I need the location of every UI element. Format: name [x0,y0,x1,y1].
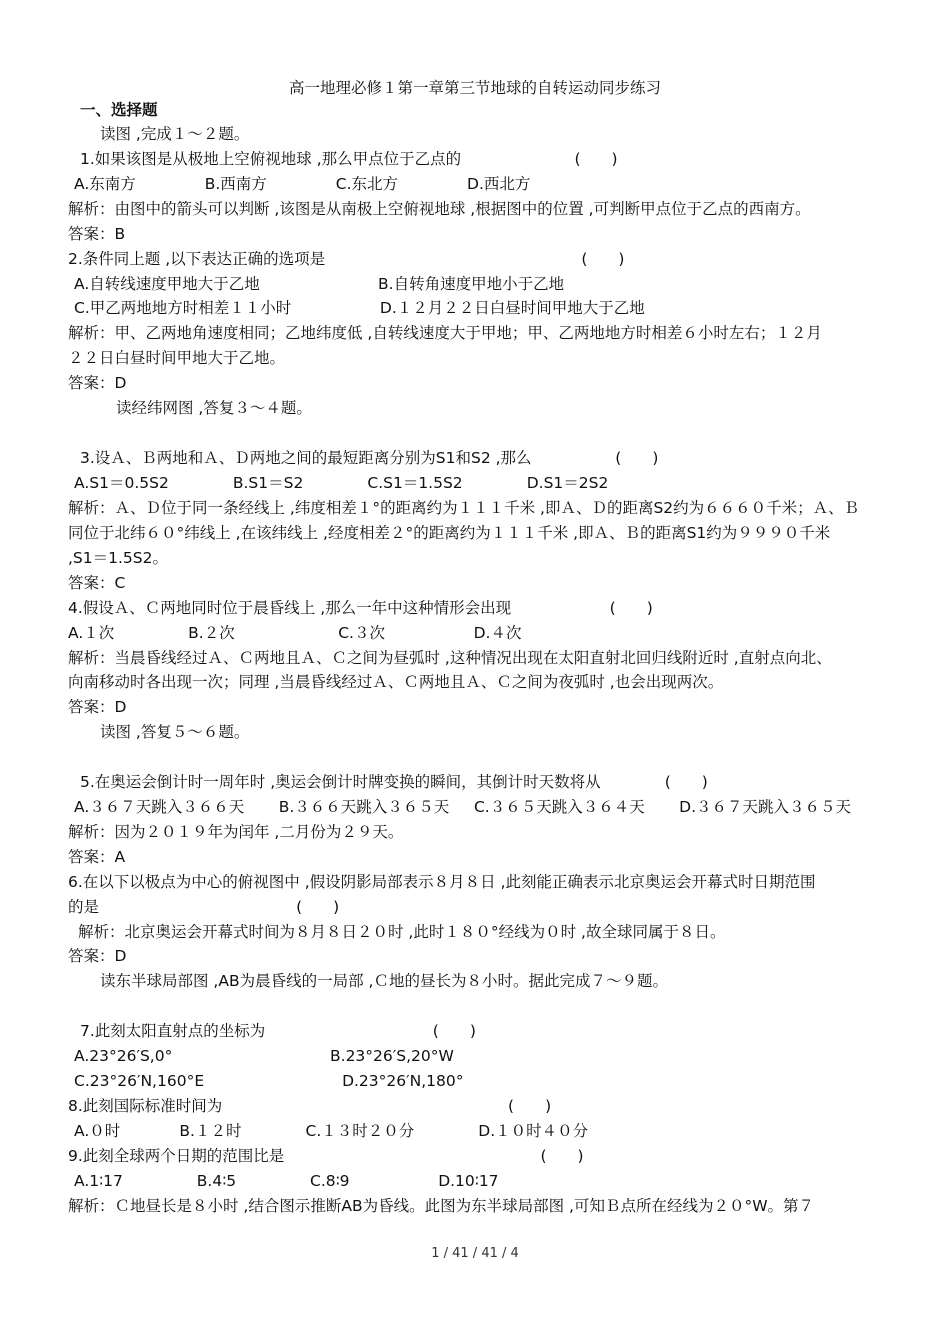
question-2: 2.条件同上题 ,以下表达正确的选项是 ( ) [68,250,625,268]
options-1: A.东南方 B.西南方 C.东北方 D.西北方 [74,175,531,193]
options-2b: C.甲乙两地地方时相差１１小时 D.１２月２２日白昼时间甲地大于乙地 [74,299,645,317]
analysis-3-end: ,S1＝1.5S2。 [68,549,168,567]
analysis-5: 解析：因为２０１９年为闰年 ,二月份为２９天。 [68,823,404,841]
question-6: 6.在以下以极点为中心的俯视图中 ,假设阴影局部表示８月８日 ,此刻能正确表示北京奥运会开幕式时日期范围 [68,873,816,891]
page-number: 1 / 41 / 41 / 4 [431,1246,519,1261]
page-title: 高一地理必修１第一章第三节地球的自转运动同步练习 [288,79,661,97]
analysis-2-cont: ２２日白昼时间甲地大于乙地。 [68,349,286,367]
options-7a: A.23°26′S,0° B.23°26′S,20°W [74,1047,454,1065]
text-line: 读经纬网图 ,答复３～４题。 [116,399,312,417]
question-9: 9.此刻全球两个日期的范围比是 ( ) [68,1147,584,1165]
analysis-1: 解析：由图中的箭头可以判断 ,该图是从南极上空俯视地球 ,根据图中的位置 ,可判断甲点位于乙点的西南方。 [68,200,811,218]
section-heading: 一、选择题 [80,101,158,119]
analysis-3-cont: 同位于北纬６０°纬线上 ,在该纬线上 ,经度相差２°的距离约为１１１千米 ,即Ａ、Ｂ的距离S1约为９９９０千米 [68,524,831,542]
answer-3: 答案：C [68,574,126,592]
analysis-4-cont: 向南移动时各出现一次；同理 ,当晨昏线经过Ａ、Ｃ两地且Ａ、Ｃ之间为夜弧时 ,也会出现两次。 [68,673,724,691]
options-8: A.０时 B.１２时 C.１３时２０分 D.１０时４０分 [74,1122,589,1140]
options-5: A.３６７天跳入３６６天 B.３６６天跳入３６５天 C.３６５天跳入３６４天 D.３６７天跳入３６５天 [74,798,852,816]
options-9: A.1∶17 B.4∶5 C.8∶9 D.10∶17 [74,1172,499,1190]
answer-4: 答案：D [68,698,127,716]
analysis-4: 解析：当晨昏线经过Ａ、Ｃ两地且Ａ、Ｃ之间为昼弧时 ,这种情况出现在太阳直射北回归线附近时 ,直射点向北、 [68,649,832,667]
options-4: A.１次 B.２次 C.３次 D.４次 [68,624,522,642]
question-8: 8.此刻国际标准时间为 ( ) [68,1097,552,1115]
text-line: 读图 ,完成１～２题。 [100,125,250,143]
analysis-3: 解析：Ａ、Ｄ位于同一条经线上 ,纬度相差１°的距离约为１１１千米 ,即Ａ、Ｄ的距离S2约为６６６０千米；Ａ、Ｂ [68,499,860,517]
analysis-6: 解析：北京奥运会开幕式时间为８月８日２０时 ,此时１８０°经线为０时 ,故全球同属于８日。 [78,923,726,941]
answer-2: 答案：D [68,374,127,392]
answer-6: 答案：D [68,947,127,965]
text-line: 读图 ,答复５～６题。 [100,723,250,741]
analysis-7-9: 解析：Ｃ地昼长是８小时 ,结合图示推断AB为昏线。此图为东半球局部图 ,可知Ｂ点所在经线为２０°W。第７ [68,1197,815,1215]
answer-5: 答案：A [68,848,126,866]
options-3: A.S1＝0.5S2 B.S1＝S2 C.S1＝1.5S2 D.S1＝2S2 [74,474,609,492]
question-5: 5.在奥运会倒计时一周年时 ,奥运会倒计时牌变换的瞬间，其倒计时天数将从 ( ) [80,773,708,791]
options-7b: C.23°26′N,160°E D.23°26′N,180° [74,1072,464,1090]
analysis-2: 解析：甲、乙两地角速度相同；乙地纬度低 ,自转线速度大于甲地；甲、乙两地地方时相差６小时左右；１２月 [68,324,822,342]
question-7: 7.此刻太阳直射点的坐标为 ( ) [80,1022,476,1040]
answer-1: 答案：B [68,225,126,243]
text-line: 读东半球局部图 ,AB为晨昏线的一局部 ,Ｃ地的昼长为８小时。据此完成７～９题。 [100,972,668,990]
question-1: 1.如果该图是从极地上空俯视地球 ,那么甲点位于乙点的 ( ) [80,150,618,168]
question-3: 3.设Ａ、Ｂ两地和Ａ、Ｄ两地之间的最短距离分别为S1和S2 ,那么 ( ) [80,449,659,467]
question-4: 4.假设Ａ、Ｃ两地同时位于晨昏线上 ,那么一年中这种情形会出现 ( ) [68,599,653,617]
options-2a: A.自转线速度甲地大于乙地 B.自转角速度甲地小于乙地 [74,275,565,293]
question-6-cont: 的是 ( ) [68,898,340,916]
